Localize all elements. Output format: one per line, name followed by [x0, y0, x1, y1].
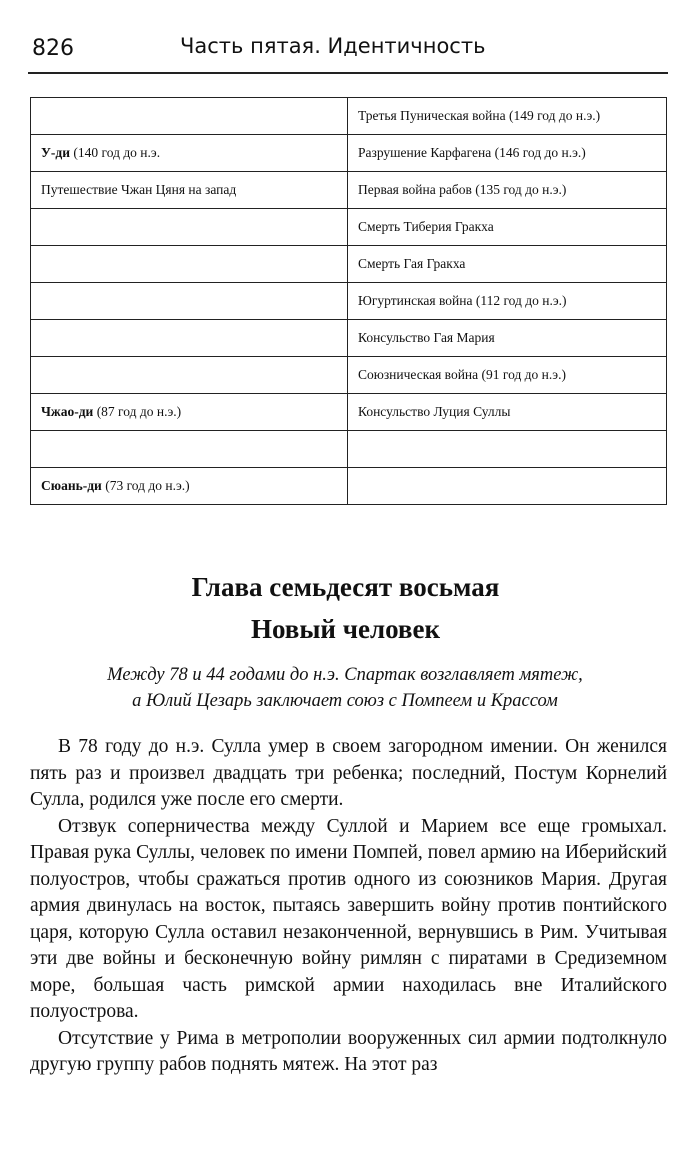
- left-cell-text: (73 год до н.э.): [101, 478, 190, 493]
- table-row: [31, 246, 667, 283]
- paragraph-2: Отзвук соперничества между Суллой и Марием все еще громыхал. Правая рука Суллы, человек по имени Помпей, повел армию на Иберийский полуостров, чтобы сражаться против одного из союзников Мария. Другая армия двинулась на восток, пытаясь завершить войну против понтийского царя, которую Сулла оставил незаконченной, вернувшись в Рим. Учитывая эти две войны и бесконечную войну римлян с пиратами в Средиземном море, большая часть римской армии находилась вне Италийского полуострова.: [30, 815, 667, 1022]
- right-cell: Разрушение Карфагена (146 год до н.э.): [348, 135, 667, 172]
- left-cell: [31, 135, 348, 172]
- left-cell-text: Путешествие Чжан Цяня на запад: [41, 182, 237, 197]
- left-cell: [31, 283, 348, 320]
- table-row: [31, 283, 667, 320]
- left-cell: [31, 394, 348, 431]
- subtitle-line-2: а Юлий Цезарь заключает союз с Помпеем и Крассом: [132, 691, 558, 711]
- chronology-table: [30, 97, 667, 505]
- body-text: [30, 734, 667, 1079]
- left-cell: [31, 468, 348, 505]
- chapter-number-title: Глава семьдесят восьмая: [191, 572, 500, 602]
- paragraph-3: Отсутствие у Рима в метрополии вооруженных сил армии подтолкнуло другую группу рабов поднять мятеж. На этот раз: [30, 1027, 667, 1075]
- ruler-name: Чжао-ди: [41, 404, 94, 419]
- left-cell: [31, 320, 348, 357]
- right-cell: Консульство Луция Суллы: [348, 394, 667, 431]
- table-row: [31, 172, 667, 209]
- chapter-subtitle: [30, 662, 660, 714]
- ruler-name: У-ди: [41, 145, 71, 160]
- chapter-title: Новый человек: [250, 614, 441, 644]
- left-cell: [31, 98, 348, 135]
- left-cell: [31, 357, 348, 394]
- right-cell: [348, 431, 667, 468]
- table-row: [31, 394, 667, 431]
- table-row: [31, 357, 667, 394]
- right-cell: Югуртинская война (112 год до н.э.): [348, 283, 667, 320]
- right-cell: Смерть Тиберия Гракха: [348, 209, 667, 246]
- running-head: Часть пятая. Идентичность: [180, 34, 486, 58]
- right-cell: Третья Пуническая война (149 год до н.э.): [348, 98, 667, 135]
- paragraph-1: В 78 году до н.э. Сулла умер в своем загородном имении. Он женился пять раз и произвел двадцать три ребенка; последний, Постум Корнелий Сулла, родился уже после его смерти.: [30, 736, 667, 810]
- table-row: [31, 320, 667, 357]
- right-cell: Смерть Гая Гракха: [348, 246, 667, 283]
- left-cell-text: (140 год до н.э.: [70, 145, 161, 160]
- left-cell-text: (87 год до н.э.): [93, 404, 182, 419]
- table-row: [31, 135, 667, 172]
- right-cell: Консульство Гая Мария: [348, 320, 667, 357]
- left-cell: [31, 431, 348, 468]
- table-row: [31, 468, 667, 505]
- right-cell: Первая война рабов (135 год до н.э.): [348, 172, 667, 209]
- page-number: 826: [32, 36, 74, 61]
- page-header: [28, 30, 668, 74]
- table-row: [31, 98, 667, 135]
- subtitle-line-1: Между 78 и 44 годами до н.э. Спартак возглавляет мятеж,: [107, 665, 583, 685]
- left-cell: [31, 246, 348, 283]
- table-row: [31, 431, 667, 468]
- table-row: [31, 209, 667, 246]
- left-cell: [31, 209, 348, 246]
- ruler-name: Сюань-ди: [41, 478, 102, 493]
- right-cell: Союзническая война (91 год до н.э.): [348, 357, 667, 394]
- left-cell: [31, 172, 348, 209]
- right-cell: [348, 468, 667, 505]
